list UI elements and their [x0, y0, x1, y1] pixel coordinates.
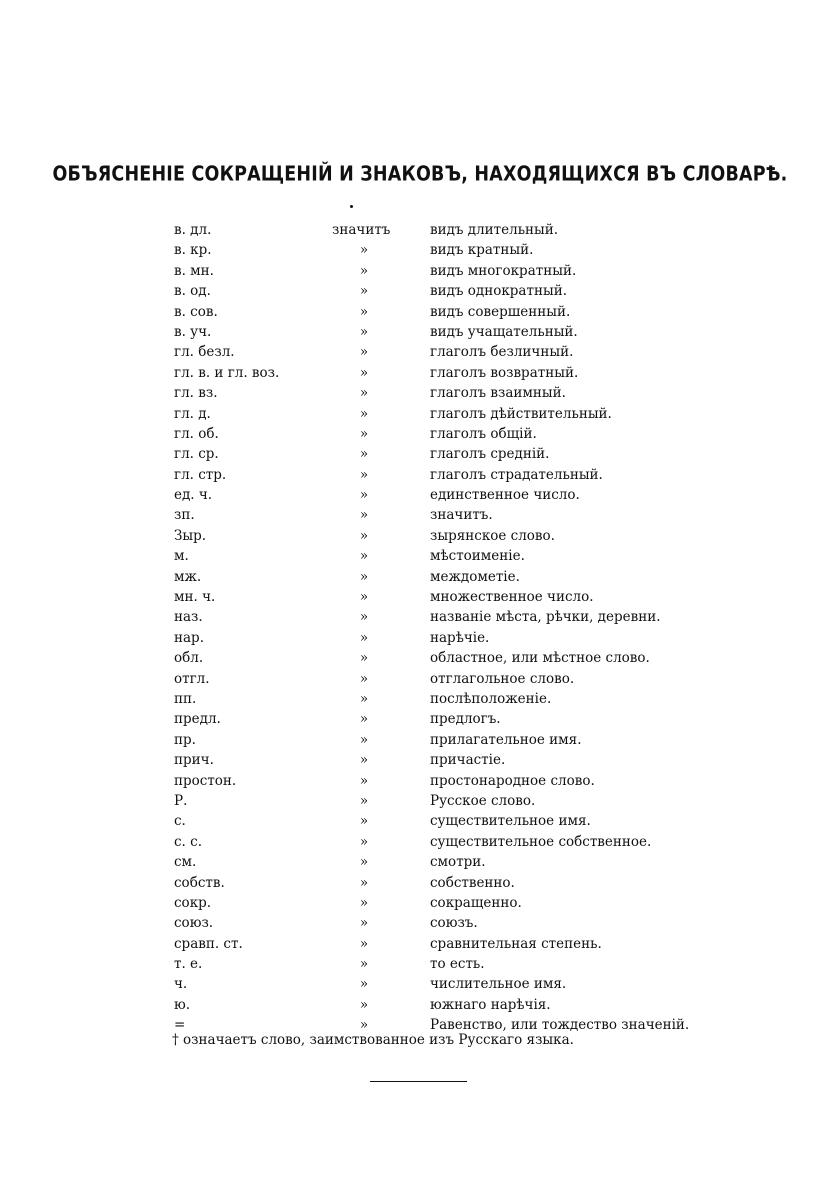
abbreviation-term: Зыр.: [174, 527, 207, 544]
closing-rule: [370, 1081, 467, 1082]
abbreviation-meaning: смотри.: [430, 854, 486, 871]
abbreviation-row: [0, 995, 840, 1015]
abbreviation-term: прич.: [174, 752, 214, 769]
abbreviation-meaning: множественное число.: [430, 589, 594, 606]
abbreviation-row: [0, 873, 840, 893]
abbreviation-row: [0, 954, 840, 974]
ditto-mark: »: [359, 262, 369, 279]
ink-dot: [350, 205, 353, 208]
ditto-mark: »: [359, 915, 369, 932]
abbreviation-meaning: видъ учащательный.: [430, 323, 578, 340]
ditto-mark: »: [359, 874, 369, 891]
abbreviation-row: [0, 771, 840, 791]
abbreviation-term: см.: [174, 854, 197, 871]
ditto-mark: »: [359, 629, 369, 646]
ditto-mark: »: [359, 589, 369, 606]
ditto-mark: »: [359, 609, 369, 626]
ditto-mark: »: [359, 364, 369, 381]
abbreviation-row: [0, 322, 840, 342]
abbreviation-meaning: единственное число.: [430, 487, 580, 504]
abbreviation-meaning: то есть.: [430, 956, 485, 973]
abbreviation-term: наз.: [174, 609, 203, 626]
abbreviation-meaning: числительное имя.: [430, 976, 567, 993]
abbreviation-term: т. е.: [174, 956, 203, 973]
abbreviation-term: собств.: [174, 874, 225, 891]
ditto-mark: »: [359, 935, 369, 952]
abbreviation-meaning: прилагательное имя.: [430, 731, 582, 748]
abbreviation-term: зп.: [174, 507, 195, 524]
abbreviation-row: [0, 485, 840, 505]
abbreviation-term: в. мн.: [174, 262, 214, 279]
ditto-mark: »: [359, 670, 369, 687]
ditto-mark: »: [359, 487, 369, 504]
abbreviation-meaning: простонародное слово.: [430, 772, 595, 789]
page-title: ОБЪЯСНЕНІЕ СОКРАЩЕНІЙ И ЗНАКОВЪ, НАХОДЯЩИХСЯ ВЪ СЛОВАРѢ.: [52, 163, 788, 186]
abbreviation-meaning: глаголъ возвратный.: [430, 364, 579, 381]
abbreviation-row: [0, 261, 840, 281]
ditto-mark: »: [359, 854, 369, 871]
abbreviation-meaning: видъ многократный.: [430, 262, 577, 279]
ditto-mark: »: [359, 568, 369, 585]
abbreviation-meaning: значитъ.: [430, 507, 493, 524]
abbreviation-term: ед. ч.: [174, 487, 213, 504]
abbreviation-term: с.: [174, 813, 186, 830]
abbreviation-meaning: глаголъ дѣйствительный.: [430, 405, 612, 422]
abbreviation-term: гл. д.: [174, 405, 211, 422]
abbreviation-meaning: глаголъ общій.: [430, 425, 537, 442]
abbreviation-term: в. од.: [174, 283, 211, 300]
abbreviation-row: [0, 220, 840, 240]
ditto-mark: »: [359, 752, 369, 769]
abbreviation-term: гл. безл.: [174, 344, 235, 361]
footnote: † означаетъ слово, заимствованное изъ Русскаго языка.: [172, 1032, 574, 1048]
abbreviation-term: сравп. ст.: [174, 935, 243, 952]
abbreviation-term: в. уч.: [174, 323, 212, 340]
abbreviation-row: [0, 730, 840, 750]
abbreviation-meaning: Равенство, или тождество значеній.: [430, 1017, 690, 1034]
abbreviation-meaning: предлогъ.: [430, 711, 501, 728]
abbreviation-term: гл. в. и гл. воз.: [174, 364, 280, 381]
ditto-mark: »: [359, 283, 369, 300]
abbreviation-row: [0, 302, 840, 322]
abbreviation-term: пр.: [174, 731, 196, 748]
ditto-mark: »: [359, 772, 369, 789]
abbreviation-row: [0, 628, 840, 648]
ditto-mark: »: [359, 833, 369, 850]
abbreviation-meaning: южнаго нарѣчія.: [430, 996, 551, 1013]
ditto-mark: »: [359, 323, 369, 340]
abbreviation-term: ю.: [174, 996, 191, 1013]
abbreviation-meaning: существительное собственное.: [430, 833, 652, 850]
abbreviation-term: мн. ч.: [174, 589, 216, 606]
ditto-mark: »: [359, 242, 369, 259]
abbreviation-row: [0, 281, 840, 301]
abbreviation-term: пп.: [174, 690, 197, 707]
abbreviation-row: [0, 587, 840, 607]
abbreviation-meaning: видъ длительный.: [430, 222, 559, 238]
abbreviation-row: [0, 669, 840, 689]
abbreviation-row: [0, 607, 840, 627]
abbreviation-row: [0, 465, 840, 485]
abbreviation-row: [0, 648, 840, 668]
abbreviation-row: [0, 342, 840, 362]
ditto-mark: »: [359, 548, 369, 565]
abbreviation-meaning: союзъ.: [430, 915, 478, 932]
abbreviation-term: мж.: [174, 568, 202, 585]
ditto-mark: »: [359, 385, 369, 402]
abbreviation-term: в. сов.: [174, 303, 218, 320]
ditto-mark: »: [359, 894, 369, 911]
abbreviation-term: союз.: [174, 915, 214, 932]
abbreviation-row: [0, 404, 840, 424]
abbreviation-list: [0, 220, 840, 1036]
abbreviation-row: [0, 424, 840, 444]
ditto-mark: »: [359, 813, 369, 830]
ditto-mark: »: [359, 956, 369, 973]
abbreviation-row: [0, 567, 840, 587]
abbreviation-row: [0, 689, 840, 709]
ditto-mark: »: [359, 405, 369, 422]
abbreviation-meaning: нарѣчіе.: [430, 629, 490, 646]
abbreviation-term: нар.: [174, 629, 204, 646]
abbreviation-row: [0, 444, 840, 464]
abbreviation-term: ч.: [174, 976, 188, 993]
ditto-mark: »: [359, 711, 369, 728]
abbreviation-row: [0, 240, 840, 260]
abbreviation-meaning: отглагольное слово.: [430, 670, 575, 687]
ditto-mark: »: [359, 792, 369, 809]
abbreviation-term: гл. стр.: [174, 466, 227, 483]
ditto-mark: »: [359, 425, 369, 442]
abbreviation-meaning: сравнительная степень.: [430, 935, 602, 952]
abbreviation-meaning: видъ однократный.: [430, 283, 567, 300]
abbreviation-meaning: глаголъ страдательный.: [430, 466, 603, 483]
abbreviation-meaning: видъ совершенный.: [430, 303, 571, 320]
abbreviation-term: предл.: [174, 711, 221, 728]
abbreviation-row: [0, 526, 840, 546]
abbreviation-row: [0, 709, 840, 729]
abbreviation-row: [0, 546, 840, 566]
abbreviation-term: в. дл.: [174, 222, 212, 238]
ditto-mark: »: [359, 466, 369, 483]
abbreviation-meaning: междометіе.: [430, 568, 520, 585]
abbreviation-term: в. кр.: [174, 242, 212, 259]
abbreviation-meaning: глаголъ безличный.: [430, 344, 574, 361]
abbreviation-term: гл. об.: [174, 425, 219, 442]
abbreviation-term: обл.: [174, 650, 204, 667]
ditto-mark: »: [359, 527, 369, 544]
abbreviation-row: [0, 974, 840, 994]
ditto-mark: »: [359, 690, 369, 707]
abbreviation-meaning: областное, или мѣстное слово.: [430, 650, 650, 667]
abbreviation-term: с. с.: [174, 833, 202, 850]
abbreviation-term: гл. вз.: [174, 385, 218, 402]
abbreviation-term: м.: [174, 548, 189, 565]
abbreviation-row: [0, 791, 840, 811]
ditto-mark: »: [359, 996, 369, 1013]
ditto-mark: »: [359, 446, 369, 463]
abbreviation-meaning: зырянское слово.: [430, 527, 555, 544]
abbreviation-row: [0, 913, 840, 933]
abbreviation-meaning: глаголъ средній.: [430, 446, 550, 463]
ditto-mark: »: [359, 976, 369, 993]
abbreviation-meaning: причастіе.: [430, 752, 506, 769]
ditto-mark: »: [359, 507, 369, 524]
abbreviation-term: Р.: [174, 792, 188, 809]
ditto-mark: »: [359, 344, 369, 361]
abbreviation-meaning: собственно.: [430, 874, 515, 891]
abbreviation-row: [0, 750, 840, 770]
abbreviation-meaning: послѣположеніе.: [430, 690, 552, 707]
abbreviation-meaning: сокращенно.: [430, 894, 522, 911]
abbreviation-row: [0, 832, 840, 852]
abbreviation-row: [0, 811, 840, 831]
abbreviation-meaning: существительное имя.: [430, 813, 591, 830]
abbreviation-row: [0, 383, 840, 403]
abbreviation-term: =: [174, 1017, 186, 1034]
ditto-mark: »: [359, 1017, 369, 1034]
means-label: значитъ: [332, 222, 391, 238]
abbreviation-row: [0, 934, 840, 954]
abbreviation-meaning: названіе мѣста, рѣчки, деревни.: [430, 609, 661, 626]
ditto-mark: »: [359, 303, 369, 320]
abbreviation-meaning: видъ кратный.: [430, 242, 534, 259]
abbreviation-row: [0, 505, 840, 525]
abbreviation-row: [0, 893, 840, 913]
abbreviation-term: отгл.: [174, 670, 210, 687]
ditto-mark: »: [359, 731, 369, 748]
abbreviation-meaning: мѣстоименіе.: [430, 548, 525, 565]
abbreviation-row: [0, 852, 840, 872]
abbreviation-term: гл. ср.: [174, 446, 219, 463]
abbreviation-term: простон.: [174, 772, 237, 789]
ditto-mark: »: [359, 650, 369, 667]
abbreviation-meaning: глаголъ взаимный.: [430, 385, 566, 402]
abbreviation-row: [0, 363, 840, 383]
abbreviation-term: сокр.: [174, 894, 212, 911]
abbreviation-meaning: Русское слово.: [430, 792, 536, 809]
